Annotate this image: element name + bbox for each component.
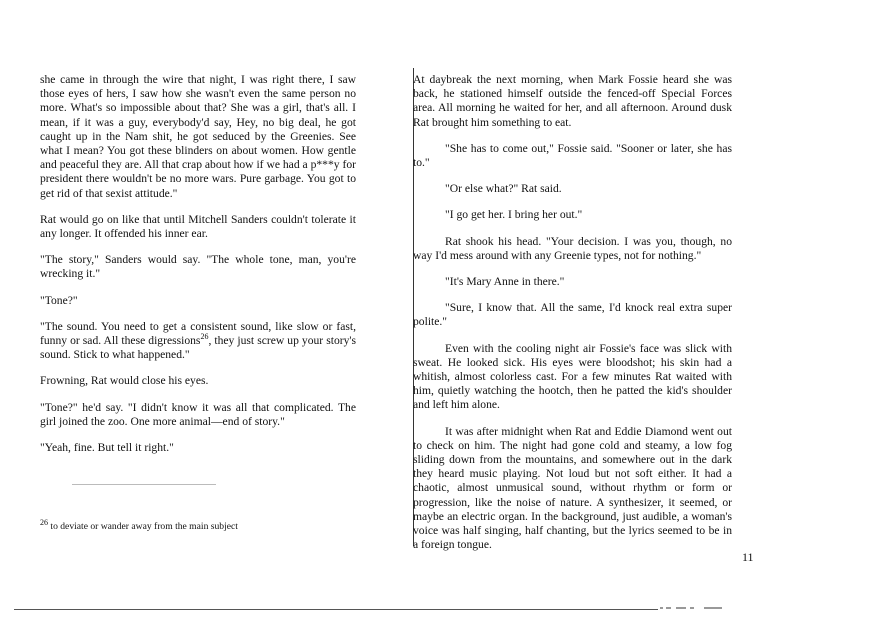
footnote-reference[interactable]: 26 [200,332,209,342]
paragraph: she came in through the wire that night, I was right there, I saw those eyes of hers, I saw how she wasn't even the same person no more. What's so impossible about that? She was a girl, that's all. I mean, if it was a guy, everybody'd say, Hey, no big deal, he got caught up in the Nam shit, he got seduced by the Greenies. See what I mean? You got these blinders on about women. How gentle and peaceful they are. All that crap about how if we had a p***y for president there wouldn't be no more wars. Pure garbage. You got to get rid of that sexist attitude." [40,73,356,200]
footnote-number: 26 [40,517,48,527]
paragraph: Rat shook his head. "Your decision. I was you, though, no way I'd mess around with any Greenie types, not for nothing." [413,234,732,262]
paragraph: Even with the cooling night air Fossie's face was slick with sweat. He looked sick. His eyes were bloodshot; his skin had a whitish, almost colorless cast. For a few minutes Rat waited with him, quietly watching the hootch, then he patted the kid's shoulder and left him alone. [413,341,732,412]
paragraph: "Sure, I know that. All the same, I'd knock real extra super polite." [413,301,732,329]
cropped-text-marks [660,604,724,610]
paragraph: "She has to come out," Fossie said. "Sooner or later, she has to." [413,141,732,170]
paragraph: At daybreak the next morning, when Mark Fossie heard she was back, he stationed himself outside the fenced-off Special Forces area. All morning he waited for her, and all afternoon. Around dusk Rat brought him something to eat. [413,73,732,129]
paragraph [40,320,356,363]
page-number: 11 [742,550,754,564]
paragraph: It was after midnight when Rat and Eddie Diamond went out to check on him. The night had gone cold and steamy, a low fog sliding down from the mountains, and somewhere out in the dark they heard music playing. Not loud but not soft either. It had a chaotic, almost unmusical sound, without rhythm or form or progression, like the noise of nature. A synthesizer, it seemed, or maybe an electric organ. In the background, just audible, a woman's voice was half singing, half chanting, but the lyrics seemed to be in a foreign tongue. [413,424,732,552]
paragraph: "Tone?" he'd say. "I didn't know it was all that complicated. The girl joined the zoo. One more animal—end of story." [40,400,356,428]
paragraph: "I go get her. I bring her out." [445,208,583,222]
paragraph: Rat would go on like that until Mitchell Sanders couldn't tolerate it any longer. It offended his inner ear. [40,212,356,241]
right-column [413,73,732,564]
paragraph-text: "The sound. You need to get a consistent sound, like slow or fast, funny or sad. All these digressions [40,319,356,348]
paragraph: Frowning, Rat would close his eyes. [40,374,209,388]
paragraph: "Or else what?" Rat said. [445,182,562,196]
footnote-separator [72,484,216,485]
paragraph: "Tone?" [40,293,78,307]
footnote-text: to deviate or wander away from the main subject [48,521,238,532]
paragraph: "The story," Sanders would say. "The whole tone, man, you're wrecking it." [40,253,356,281]
left-column [40,73,356,467]
footnote [40,517,360,533]
paragraph-text: , they just screw up your story's sound. Stick to what happened." [40,334,356,362]
bottom-rule [14,609,658,610]
paragraph: "It's Mary Anne in there." [445,275,565,289]
paragraph: "Yeah, fine. But tell it right." [40,441,174,455]
